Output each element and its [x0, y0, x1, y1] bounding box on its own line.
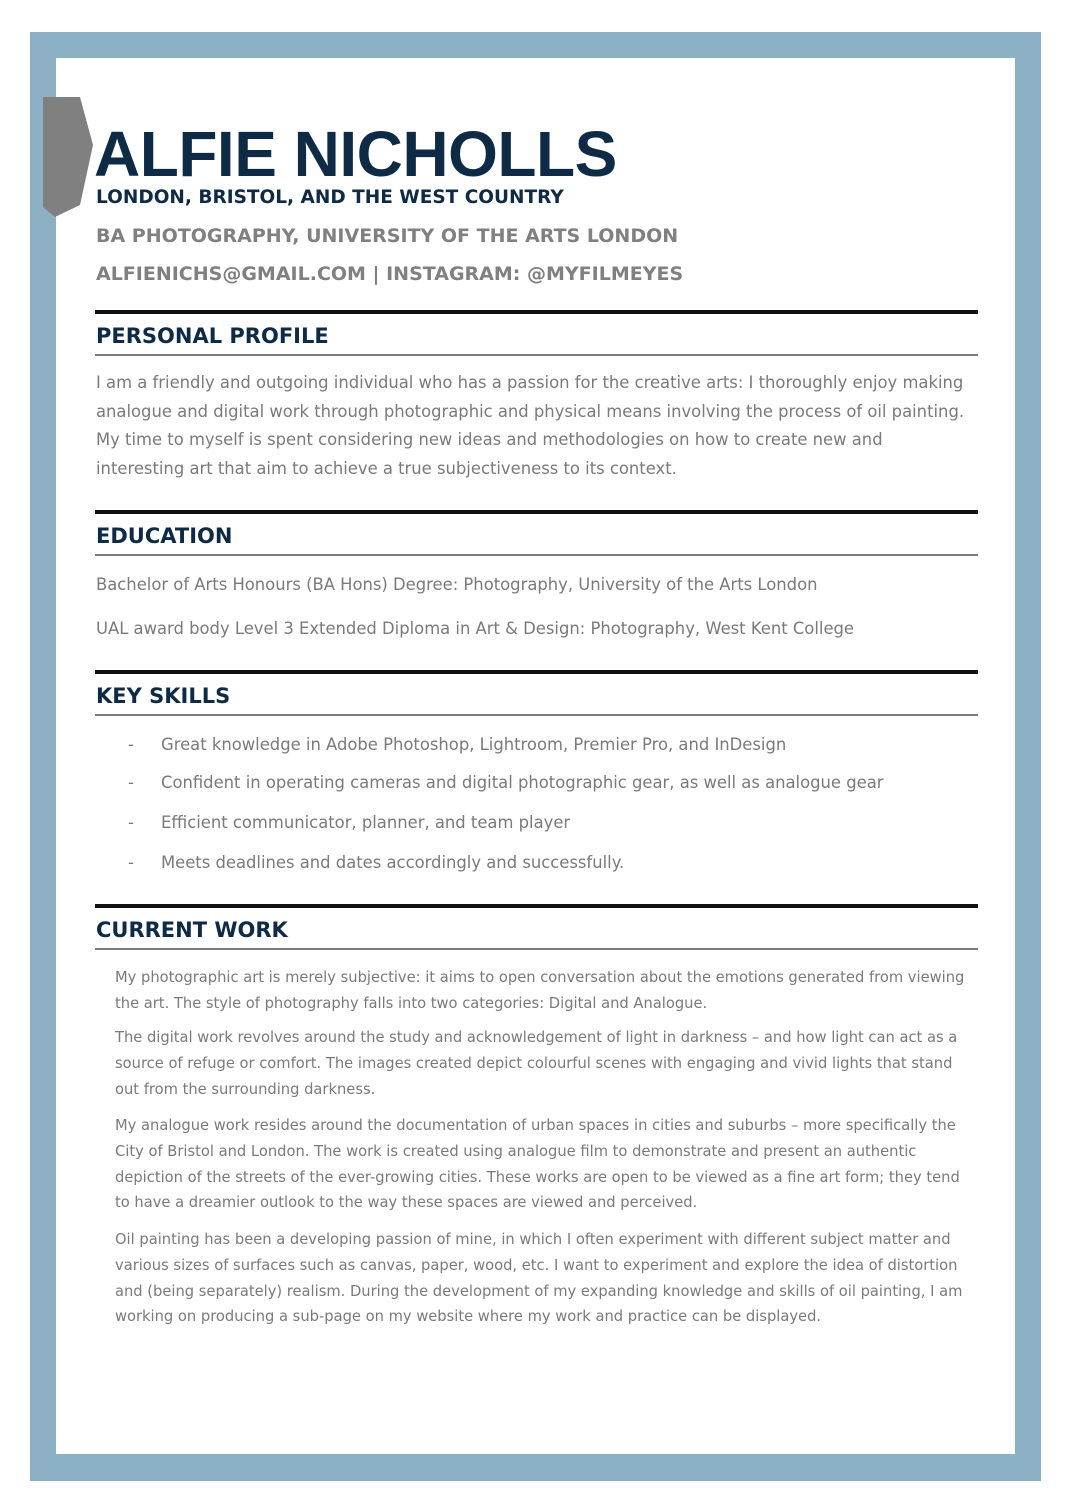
bullet-dash: -	[128, 773, 134, 792]
contact-line: ALFIENICHS@GMAIL.COM | INSTAGRAM: @MYFILMEYES	[96, 263, 684, 285]
skill-text: Efficient communicator, planner, and team player	[161, 813, 571, 832]
section-title: EDUCATION	[96, 524, 233, 548]
location-line: LONDON, BRISTOL, AND THE WEST COUNTRY	[96, 187, 564, 208]
education-header	[95, 510, 978, 556]
education-item: UAL award body Level 3 Extended Diploma in Art & Design: Photography, West Kent College	[96, 619, 855, 638]
work-paragraph: Oil painting has been a developing passion of mine, in which I often experiment with different subject matter and various sizes of surfaces such as canvas, paper, wood, etc. I want to experiment and explore the idea of distortion and (being separately) realism. During the development of my expanding knowledge and skills of oil painting, I am working on producing a sub-page on my website where my work and practice can be displayed.	[115, 1231, 963, 1326]
candidate-name: ALFIE NICHOLLS	[94, 118, 617, 190]
key-skills-header	[95, 670, 978, 716]
header-tab-shape	[43, 97, 93, 217]
degree-line: BA PHOTOGRAPHY, UNIVERSITY OF THE ARTS LONDON	[96, 225, 679, 247]
skill-item	[128, 772, 884, 794]
bullet-dash: -	[128, 813, 134, 832]
work-paragraph: My analogue work resides around the documentation of urban spaces in cities and suburbs – more specifically the City of Bristol and London. The work is created using analogue film to demonstrate and present an authentic depiction of the streets of the ever-growing cities. These works are open to be viewed as a fine art form; they tend to have a dreamier outlook to the way these spaces are viewed and perceived.	[115, 1117, 960, 1212]
section-title: PERSONAL PROFILE	[96, 324, 329, 348]
section-underline	[95, 714, 978, 716]
work-paragraph: The digital work revolves around the study and acknowledgement of light in darkness – and how light can act as a source of refuge or comfort. The images created depict colourful scenes with engaging and vivid lights that stand out from the surrounding darkness.	[115, 1029, 958, 1098]
profile-text: I am a friendly and outgoing individual who has a passion for the creative arts: I thoroughly enjoy making analogue and digital work through photographic and physical means involving the process of oil painting. My time to myself is spent considering new ideas and methodologies on how to create new and interesting art that aim to achieve a true subjectiveness to its context.	[96, 373, 965, 478]
skill-text: Meets deadlines and dates accordingly and successfully.	[161, 853, 625, 872]
bullet-dash: -	[128, 853, 134, 872]
skill-item	[128, 734, 786, 756]
skill-item	[128, 852, 624, 874]
skill-item	[128, 812, 570, 834]
bullet-dash: -	[128, 735, 134, 754]
section-title: CURRENT WORK	[96, 918, 288, 942]
skill-text: Great knowledge in Adobe Photoshop, Lightroom, Premier Pro, and InDesign	[161, 735, 787, 754]
education-item: Bachelor of Arts Honours (BA Hons) Degree: Photography, University of the Arts London	[96, 575, 818, 594]
skill-text: Confident in operating cameras and digital photographic gear, as well as analogue gear	[161, 773, 884, 792]
section-underline	[95, 554, 978, 556]
personal-profile-header	[95, 310, 978, 356]
work-paragraph: My photographic art is merely subjective: it aims to open conversation about the emotions generated from viewing the art. The style of photography falls into two categories: Digital and Analogue.	[115, 969, 965, 1012]
current-work-header	[95, 904, 978, 950]
section-underline	[95, 948, 978, 950]
section-underline	[95, 354, 978, 356]
section-title: KEY SKILLS	[96, 684, 231, 708]
